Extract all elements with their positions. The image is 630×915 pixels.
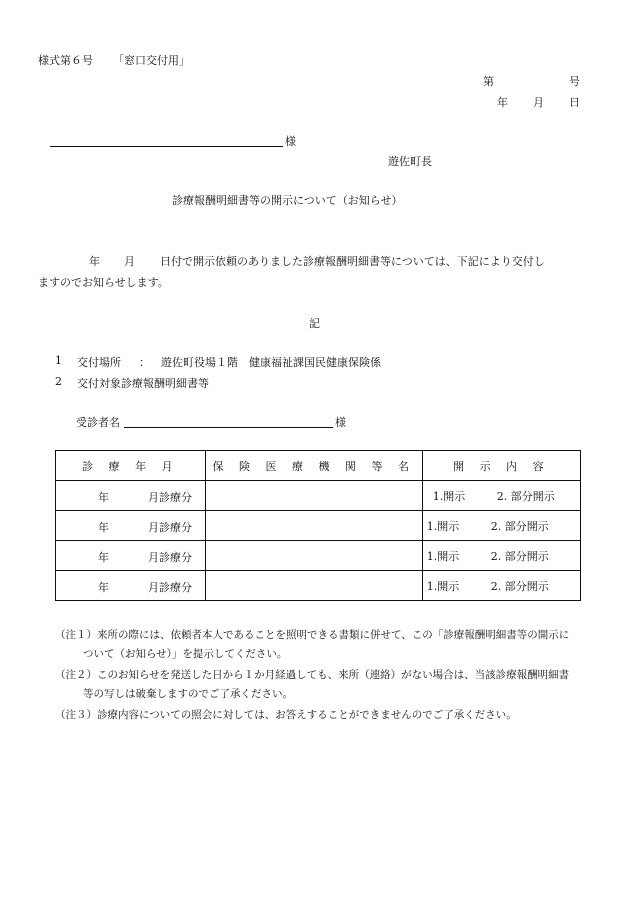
period-cell[interactable] <box>56 571 206 601</box>
option-disclose[interactable]: 1.開示 <box>426 519 460 533</box>
option-disclose[interactable]: 1.開示 <box>432 489 466 503</box>
col-header-institution: 保 険 医 療 機 関 等 名 <box>205 451 422 481</box>
option-partial[interactable]: 2. 部分開示 <box>496 489 555 503</box>
period-cell[interactable] <box>56 481 206 511</box>
item-1-sep: ： <box>139 356 150 369</box>
table-row <box>56 541 581 571</box>
form-type: 「窓口交付用」 <box>113 54 190 67</box>
col-header-content: 開 示 内 容 <box>422 451 580 481</box>
content-cell[interactable] <box>422 481 580 511</box>
col-header-period: 診 療 年 月 <box>56 451 206 481</box>
note-3-label: （注３） <box>55 709 97 721</box>
note-2-line2: 等の写しは破棄しますのでご了承ください。 <box>83 688 293 700</box>
patient-label: 受診者名 <box>76 416 120 429</box>
date-day: 日 <box>569 96 580 109</box>
table-header-row <box>56 451 581 481</box>
addressee-honorific: 様 <box>285 135 296 148</box>
period-year: 年 <box>98 581 109 594</box>
number-suffix: 号 <box>569 75 580 88</box>
date-year: 年 <box>497 96 508 109</box>
note-2 <box>55 667 569 682</box>
sender: 遊佐町長 <box>388 155 432 168</box>
date-month: 月 <box>533 96 544 109</box>
note-1 <box>55 627 569 642</box>
patient-underline <box>124 427 333 428</box>
note-1-line1: 来所の際には、依頼者本人であることを照明できる書類に併せて、この「診療報酬明細書等の開示に <box>97 629 570 641</box>
institution-cell[interactable] <box>205 511 422 541</box>
item-1-num: 1 <box>55 354 62 367</box>
period-year: 年 <box>98 551 109 564</box>
body-line1: 日付で開示依頼のありました診療報酬明細書等については、下記により交付し <box>160 255 545 268</box>
institution-cell[interactable] <box>205 571 422 601</box>
period-month: 月診療分 <box>148 581 192 594</box>
table-row <box>56 481 581 511</box>
item-2-label: 交付対象診療報酬明細書等 <box>77 377 209 390</box>
option-disclose[interactable]: 1.開示 <box>426 579 460 593</box>
period-cell[interactable] <box>56 541 206 571</box>
body-line2: ますのでお知らせします。 <box>38 276 169 289</box>
period-year: 年 <box>98 491 109 504</box>
option-partial[interactable]: 2. 部分開示 <box>490 519 549 533</box>
note-3-line1: 診療内容についての照会に対しては、お答えすることができませんのでご了承ください。 <box>97 709 517 721</box>
page-title: 診療報酬明細書等の開示について（お知らせ） <box>172 194 403 207</box>
note-2-label: （注２） <box>55 669 97 681</box>
disclosure-table <box>55 450 581 601</box>
institution-cell[interactable] <box>205 541 422 571</box>
content-cell[interactable] <box>422 571 580 601</box>
table-row <box>56 511 581 541</box>
option-disclose[interactable]: 1.開示 <box>426 549 460 563</box>
number-prefix: 第 <box>483 75 494 88</box>
body-month: 月 <box>124 255 135 268</box>
item-2-num: 2 <box>55 375 62 388</box>
period-month: 月診療分 <box>148 551 192 564</box>
period-year: 年 <box>98 521 109 534</box>
item-1-label: 交付場所 <box>77 356 121 369</box>
form-number: 様式第６号 <box>38 54 93 67</box>
ki-heading: 記 <box>309 317 320 330</box>
note-1-line2: ついて（お知らせ）」を提示してください。 <box>83 648 288 660</box>
option-partial[interactable]: 2. 部分開示 <box>490 579 549 593</box>
content-cell[interactable] <box>422 511 580 541</box>
period-month: 月診療分 <box>148 521 192 534</box>
institution-cell[interactable] <box>205 481 422 511</box>
patient-honorific: 様 <box>335 416 346 429</box>
addressee-underline <box>50 146 283 147</box>
body-year: 年 <box>89 255 100 268</box>
note-2-line1: このお知らせを発送した日から１か月経過しても、来所（連絡）がない場合は、当該診療報酬明細書 <box>97 669 570 681</box>
period-month: 月診療分 <box>148 491 192 504</box>
option-partial[interactable]: 2. 部分開示 <box>490 549 549 563</box>
period-cell[interactable] <box>56 511 206 541</box>
note-1-label: （注１） <box>55 629 97 641</box>
note-3 <box>55 707 517 722</box>
item-1-value: 遊佐町役場１階 健康福祉課国民健康保険係 <box>161 356 381 369</box>
table-row <box>56 571 581 601</box>
content-cell[interactable] <box>422 541 580 571</box>
